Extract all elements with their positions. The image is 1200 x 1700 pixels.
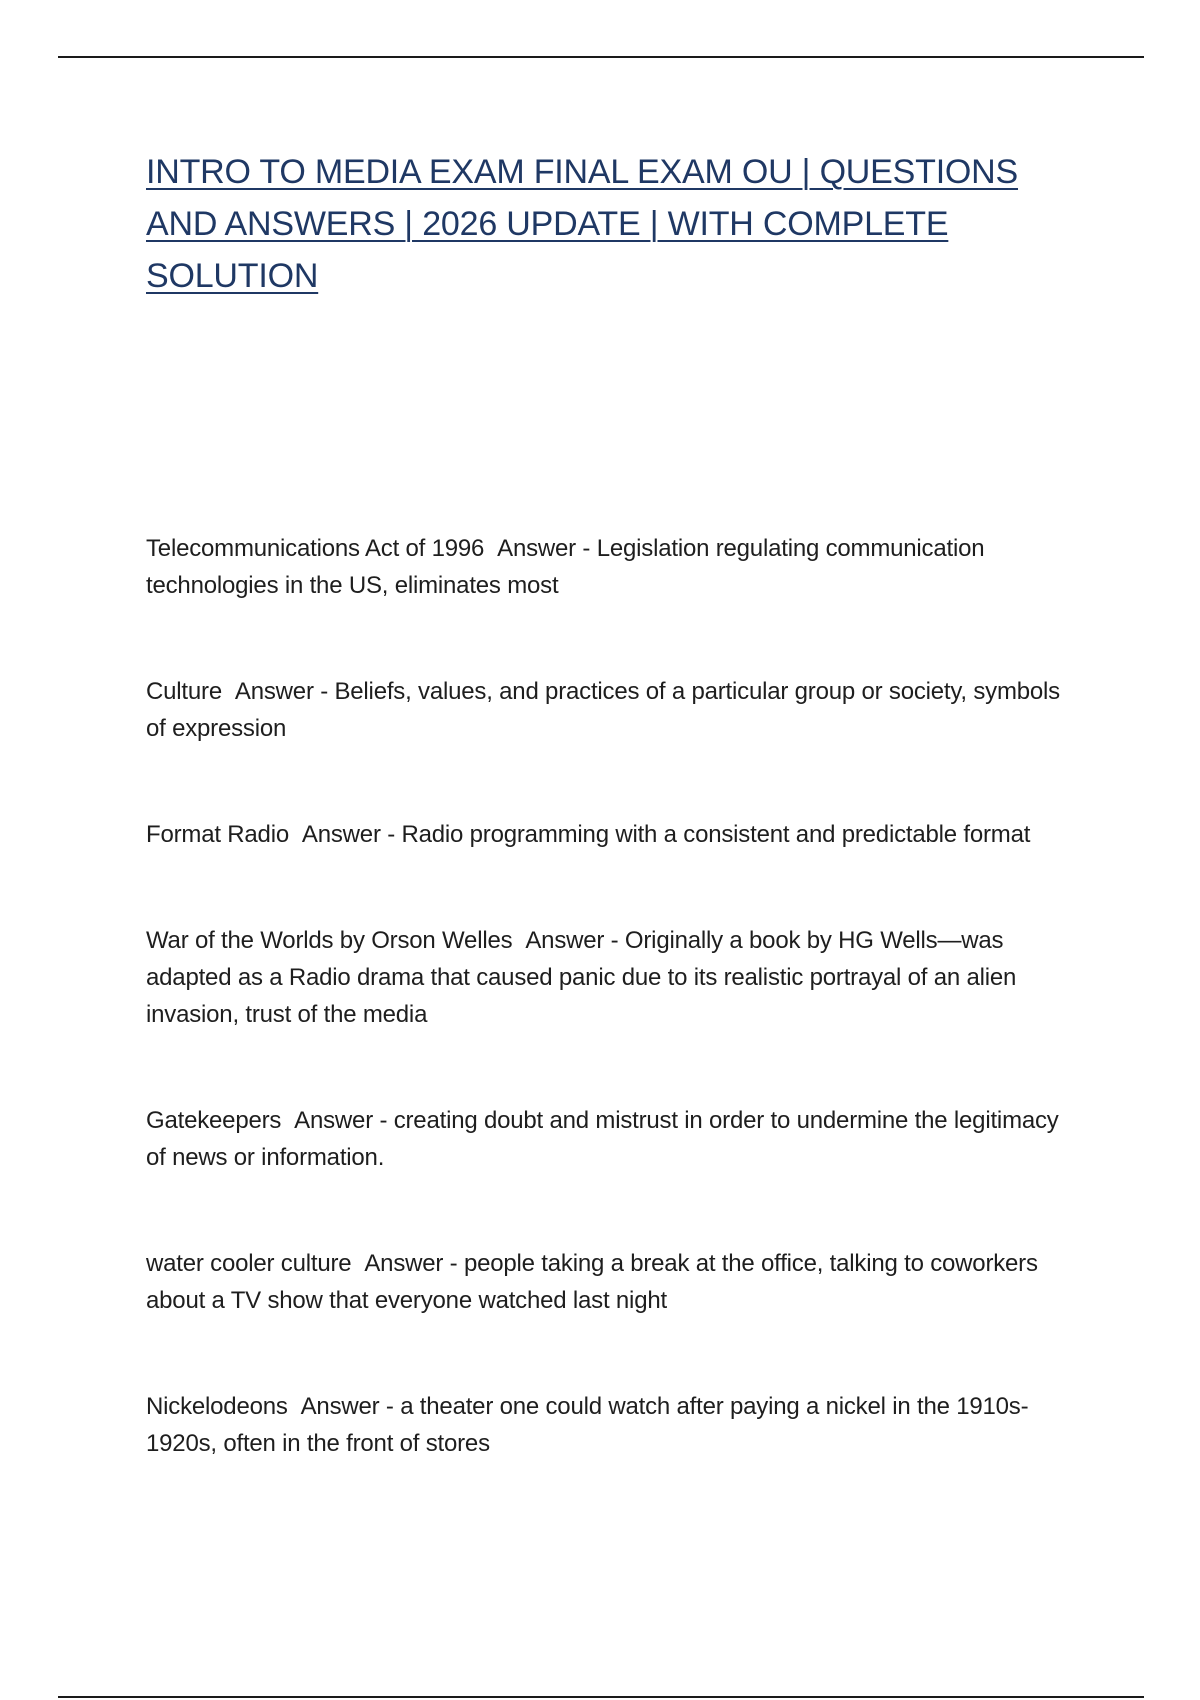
qa-item	[146, 1388, 1076, 1462]
qa-definition: Beliefs, values, and practices of a particular group or society, symbols of expression	[146, 678, 1060, 742]
qa-term: Gatekeepers	[146, 1107, 282, 1134]
qa-definition: Originally a book by HG Wells—was adapted as a Radio drama that caused panic due to its realistic portrayal of an alien invasion, trust of the media	[146, 927, 1017, 1028]
qa-item	[146, 673, 1076, 747]
answer-label: Answer -	[525, 927, 619, 954]
answer-label: Answer -	[294, 1107, 388, 1134]
qa-item	[146, 1245, 1076, 1319]
answer-label: Answer -	[364, 1250, 458, 1277]
qa-item	[146, 530, 1076, 604]
qa-item	[146, 922, 1076, 1033]
qa-item	[146, 816, 1076, 853]
answer-label: Answer -	[301, 821, 396, 848]
qa-term: War of the Worlds by Orson Welles	[146, 927, 513, 954]
qa-definition: people taking a break at the office, talking to coworkers about a TV show that everyone watched last night	[146, 1250, 1038, 1314]
header-rule	[58, 56, 1144, 58]
answer-label: Answer -	[234, 678, 328, 705]
qa-term: water cooler culture	[146, 1250, 352, 1277]
qa-term: Nickelodeons	[146, 1393, 288, 1420]
qa-definition: creating doubt and mistrust in order to undermine the legitimacy of news or information.	[146, 1107, 1059, 1171]
qa-term: Telecommunications Act of 1996	[146, 535, 485, 562]
qa-definition: Radio programming with a consistent and predictable format	[401, 821, 1031, 848]
qa-term: Culture	[146, 678, 222, 705]
answer-label: Answer -	[300, 1393, 394, 1420]
answer-label: Answer -	[497, 535, 591, 562]
qa-definition: Legislation regulating communication technologies in the US, eliminates most	[146, 535, 985, 599]
footer-rule	[58, 1696, 1144, 1698]
qa-term: Format Radio	[146, 821, 289, 848]
document-title: INTRO TO MEDIA EXAM FINAL EXAM OU | QUESTIONS AND ANSWERS | 2026 UPDATE | WITH COMPLETE SOLUTION	[146, 153, 1019, 295]
qa-list	[146, 530, 1076, 1462]
qa-item	[146, 1102, 1076, 1176]
qa-definition: a theater one could watch after paying a nickel in the 1910s-1920s, often in the front of stores	[146, 1393, 1029, 1457]
